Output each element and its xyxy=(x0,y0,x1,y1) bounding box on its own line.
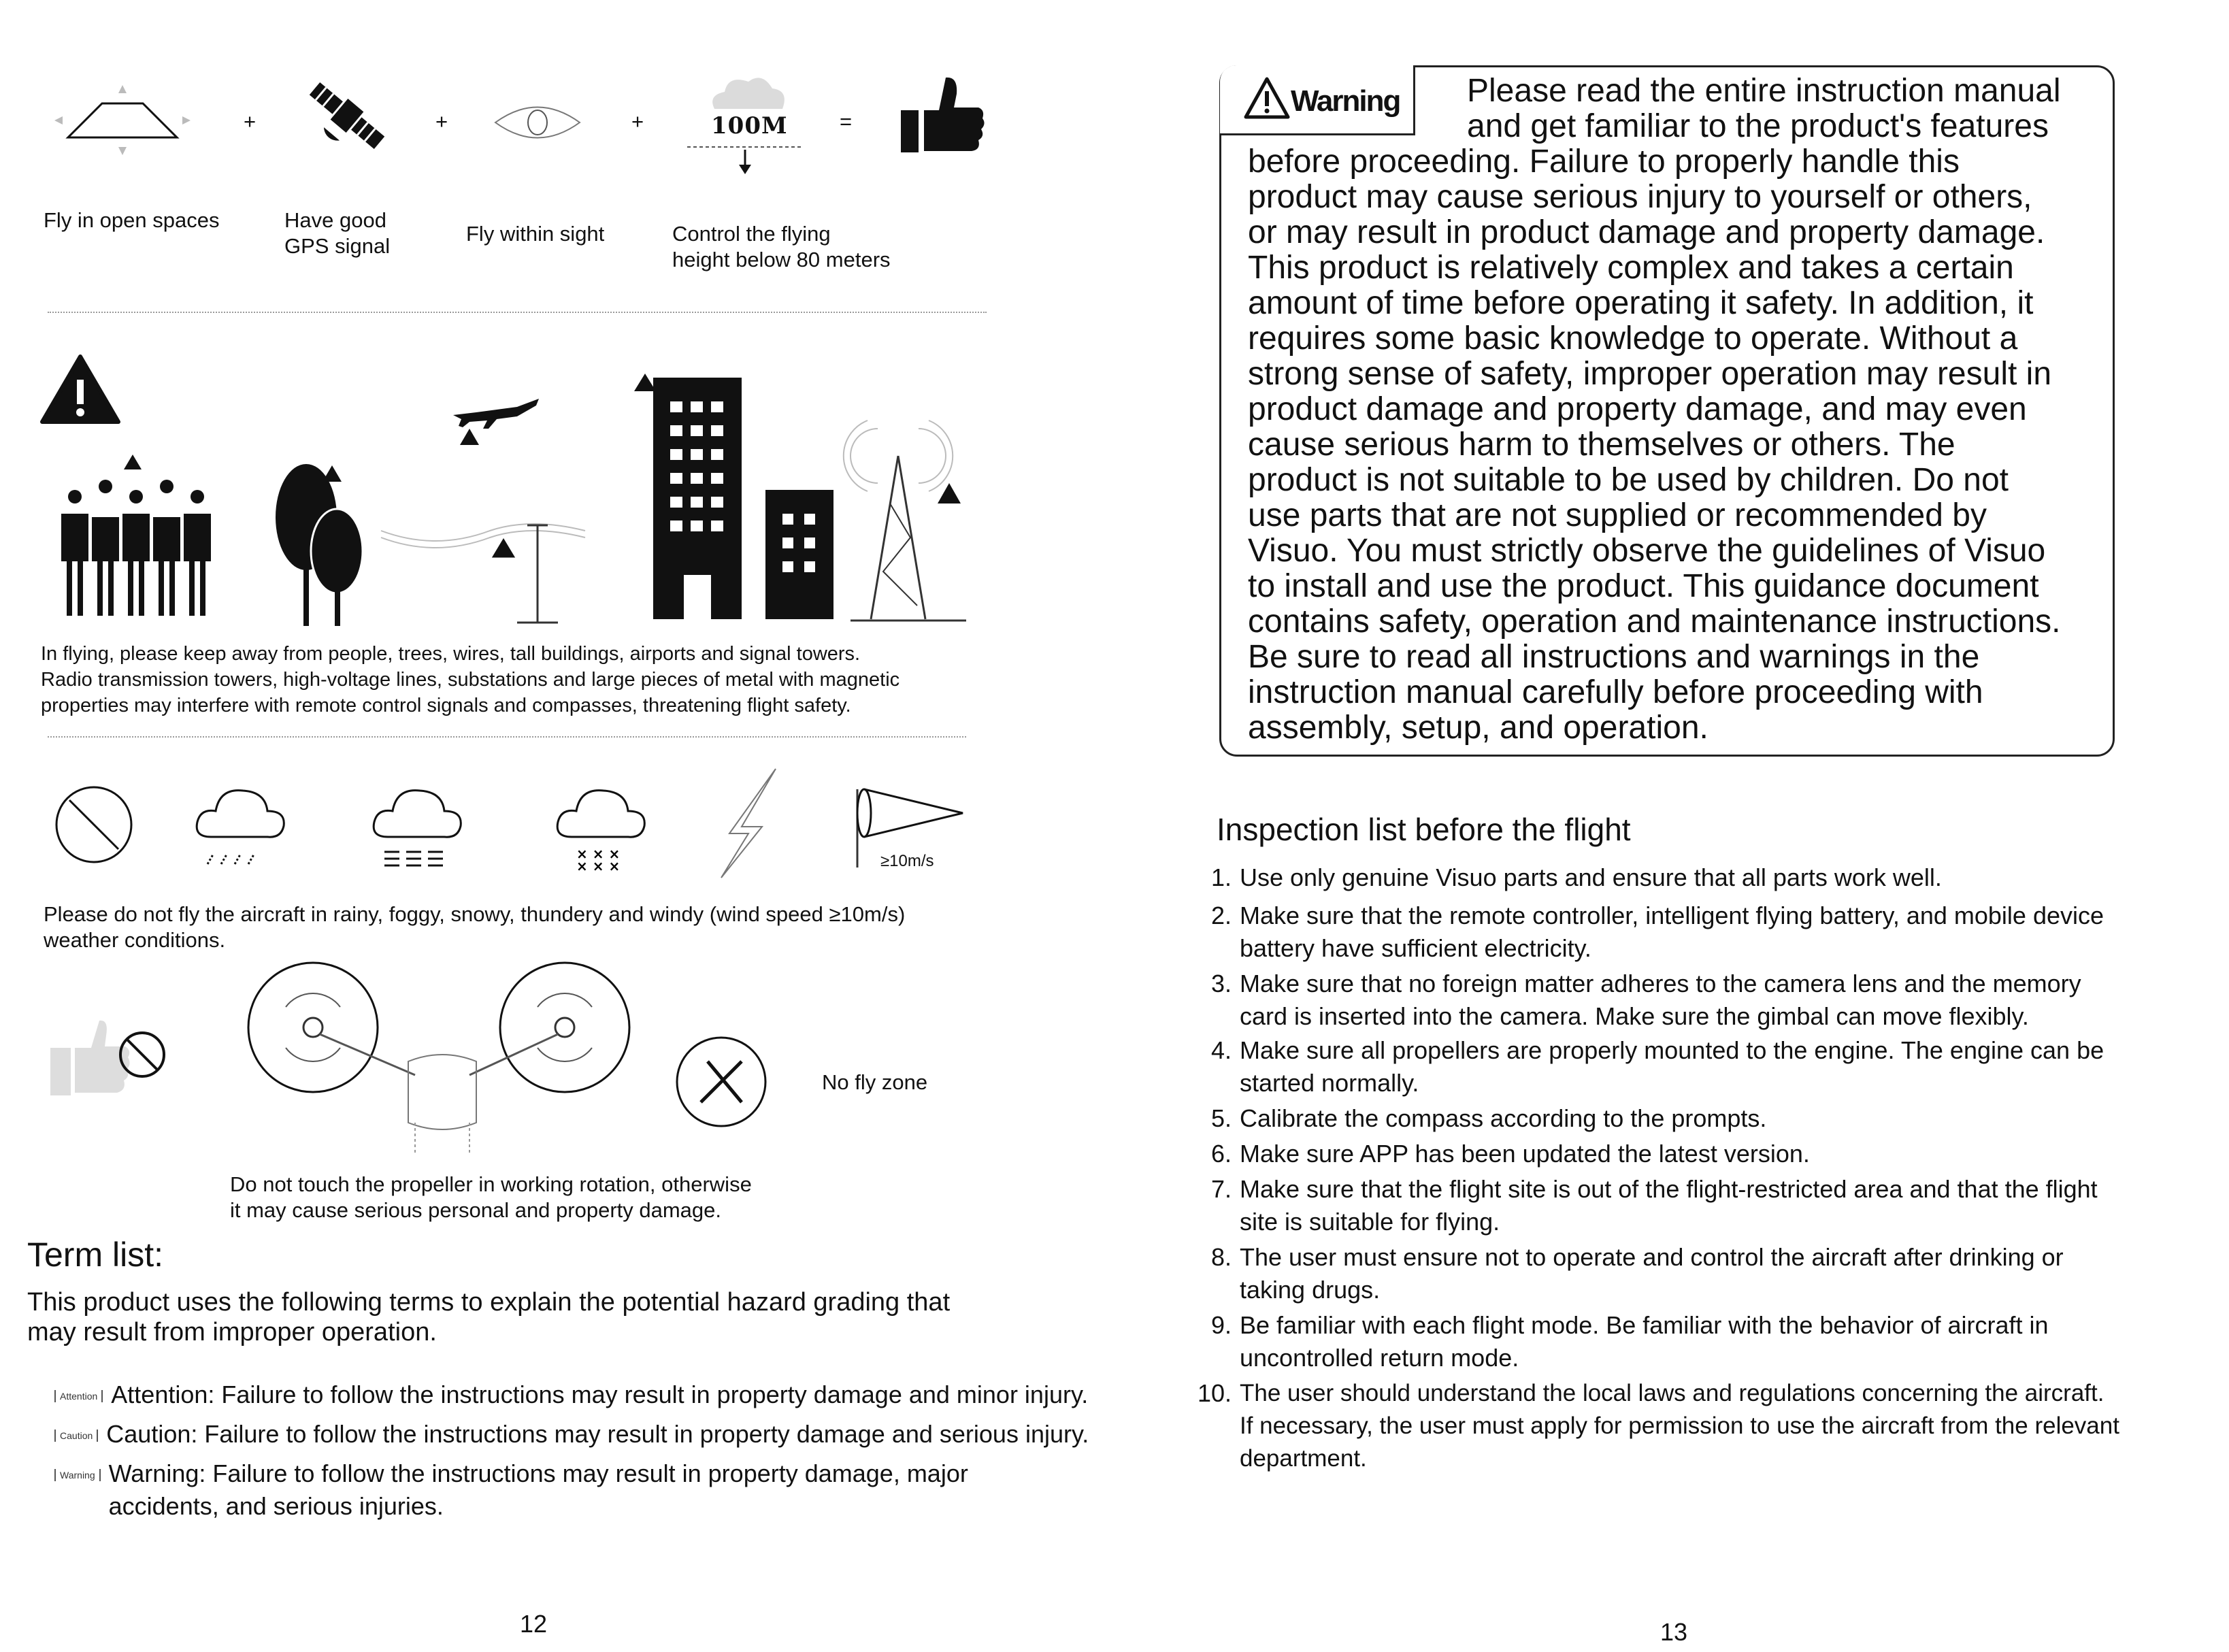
buildings-icon xyxy=(626,371,844,623)
lightning-icon xyxy=(714,765,789,881)
svg-text:× × ×: × × × xyxy=(576,846,621,862)
warning-tab-label: Warning xyxy=(1291,84,1400,118)
signal-tower-icon xyxy=(844,415,966,626)
warning-line-14: Visuo. You must strictly observe the guidelines of Visuo xyxy=(1248,533,2046,569)
item-number: 1. xyxy=(1210,863,1232,891)
item-text: Make sure that the flight site is out of the flight-restricted area and that the flight site is suitable for flying. xyxy=(1240,1175,2098,1236)
caution-text: Caution: Failure to follow the instructions may result in property damage and serious injury. xyxy=(106,1420,1089,1448)
label-open-spaces: Fly in open spaces xyxy=(44,208,220,232)
warning-line-3: before proceeding. Failure to properly handle this xyxy=(1248,144,1960,180)
item-number: 3. xyxy=(1210,970,1232,997)
item-text: Make sure that no foreign matter adheres to the camera lens and the memory card is inserted into the camera. Make sure the gimbal can move flexibly. xyxy=(1240,970,2081,1030)
trees-icon xyxy=(272,463,381,626)
warning-line-5: or may result in product damage and property damage. xyxy=(1248,214,2045,250)
item-text: The user should understand the local laws and regulations concerning the aircraft. If necessary, the user must apply for permission to use the aircraft from the relevant department. xyxy=(1240,1380,2119,1472)
obstacles-caption: In flying, please keep away from people, trees, wires, tall buildings, airports and signal towers. Radio transmission towers, high-voltage lines, substations and large pieces of metal with magnetic properties may interfere with remote control signals and compasses, threatening flight safety. xyxy=(41,643,900,716)
cloud-height-icon xyxy=(694,71,796,112)
divider-2 xyxy=(48,736,966,738)
weather-caption: Please do not fly the aircraft in rainy, foggy, snowy, thundery and windy (wind speed ≥10m/s) weather conditions. xyxy=(44,902,906,952)
warning-line-18: instruction manual carefully before proceeding with xyxy=(1248,674,1983,710)
warning-line-13: use parts that are not supplied or recommended by xyxy=(1248,497,1987,533)
warning-line-15: to install and use the product. This guidance document xyxy=(1248,568,2039,604)
warning-tab xyxy=(1220,65,1415,135)
warning-line-8: requires some basic knowledge to operate. Without a xyxy=(1248,320,2018,357)
rain-icon xyxy=(194,782,289,871)
item-text: Be familiar with each flight mode. Be familiar with the behavior of aircraft in uncontrolled return mode. xyxy=(1240,1311,2049,1372)
no-fly-zone-label: No fly zone xyxy=(822,1070,928,1094)
page-number-right: 13 xyxy=(1660,1618,1688,1646)
item-number: 8. xyxy=(1210,1243,1232,1271)
warning-line-6: This product is relatively complex and takes a certain xyxy=(1248,250,2014,286)
warning-line-1: Please read the entire instruction manual xyxy=(1467,73,2061,109)
label-gps: Have good GPS signal xyxy=(284,208,391,258)
airplane-icon xyxy=(449,395,544,449)
divider-1 xyxy=(48,312,987,313)
propeller-caption: Do not touch the propeller in working rotation, otherwise it may cause serious personal and property damage. xyxy=(230,1172,752,1222)
no-fly-zone-icon xyxy=(674,1034,769,1129)
item-text: Calibrate the compass according to the prompts. xyxy=(1240,1104,1767,1132)
item-number: 7. xyxy=(1210,1175,1232,1203)
inspection-title: Inspection list before the flight xyxy=(1217,812,1631,847)
height-sign: 100M xyxy=(711,112,788,139)
svg-text:× × ×: × × × xyxy=(576,858,621,874)
warning-line-4: product may cause serious injury to yourself or others, xyxy=(1248,179,2032,215)
warning-line-7: amount of time before operating it safety. In addition, it xyxy=(1248,285,2034,321)
no-touch-icon xyxy=(44,1014,173,1102)
drone-propeller-icon xyxy=(245,959,640,1157)
item-number: 6. xyxy=(1210,1140,1232,1168)
attention-tag: Attention xyxy=(54,1390,103,1402)
open-space-icon xyxy=(48,82,197,156)
term-warning xyxy=(27,1425,968,1555)
warning-line-17: Be sure to read all instructions and warnings in the xyxy=(1248,639,1980,675)
item-number: 4. xyxy=(1210,1036,1232,1064)
item-text: The user must ensure not to operate and control the aircraft after drinking or taking drugs. xyxy=(1240,1243,2064,1304)
warning-text: Warning: Failure to follow the instructions may result in property damage, major accidents, and serious injuries. xyxy=(108,1459,968,1520)
plus-op-3: + xyxy=(631,110,644,133)
warning-tag: Warning xyxy=(54,1469,101,1481)
wind-speed-label: ≥10m/s xyxy=(880,852,934,870)
term-list-title: Term list: xyxy=(27,1236,163,1274)
equals-op: = xyxy=(840,110,853,133)
label-height: Control the flying height below 80 meters xyxy=(672,222,891,271)
warning-line-9: strong sense of safety, improper operation may result in xyxy=(1248,356,2052,392)
warning-line-11: cause serious harm to themselves or others. The xyxy=(1248,427,1955,463)
arrow-down-icon xyxy=(687,144,803,178)
item-text: Make sure APP has been updated the latest version. xyxy=(1240,1140,1810,1168)
warning-triangle-icon xyxy=(1243,76,1291,120)
warning-line-2: and get familiar to the product's features xyxy=(1467,108,2049,144)
plus-op-1: + xyxy=(244,110,257,133)
page-number-left: 12 xyxy=(520,1610,548,1638)
snow-icon xyxy=(555,782,650,874)
warning-line-19: assembly, setup, and operation. xyxy=(1248,710,1708,746)
warning-line-16: contains safety, operation and maintenance instructions. xyxy=(1248,604,2061,640)
label-sight: Fly within sight xyxy=(466,222,605,246)
fog-icon xyxy=(371,782,466,871)
power-lines-icon xyxy=(381,517,585,626)
satellite-icon xyxy=(299,75,395,163)
thumbs-up-icon xyxy=(898,73,987,155)
item-text: Use only genuine Visuo parts and ensure that all parts work well. xyxy=(1240,863,1942,891)
caution-tag: Caution xyxy=(54,1430,98,1442)
item-number: 2. xyxy=(1210,902,1232,929)
people-icon xyxy=(54,449,218,619)
item-number: 10. xyxy=(1197,1379,1232,1407)
item-number: 9. xyxy=(1210,1311,1232,1339)
item-text: Make sure that the remote controller, intelligent flying battery, and mobile device battery have sufficient electricity. xyxy=(1240,902,2104,962)
plus-op-2: + xyxy=(435,110,448,133)
attention-text: Attention: Failure to follow the instructions may result in property damage and minor injury. xyxy=(111,1381,1089,1408)
item-number: 5. xyxy=(1210,1104,1232,1132)
warning-line-10: product damage and property damage, and may even xyxy=(1248,391,2027,427)
item-text: Make sure all propellers are properly mounted to the engine. The engine can be started normally. xyxy=(1240,1036,2104,1097)
warning-line-12: product is not suitable to be used by children. Do not xyxy=(1248,462,2009,498)
no-symbol-icon xyxy=(53,784,135,865)
warning-triangle-icon xyxy=(39,354,121,425)
eye-icon xyxy=(490,99,585,146)
term-intro: This product uses the following terms to explain the potential hazard grading that may result from improper operation. xyxy=(27,1288,951,1347)
